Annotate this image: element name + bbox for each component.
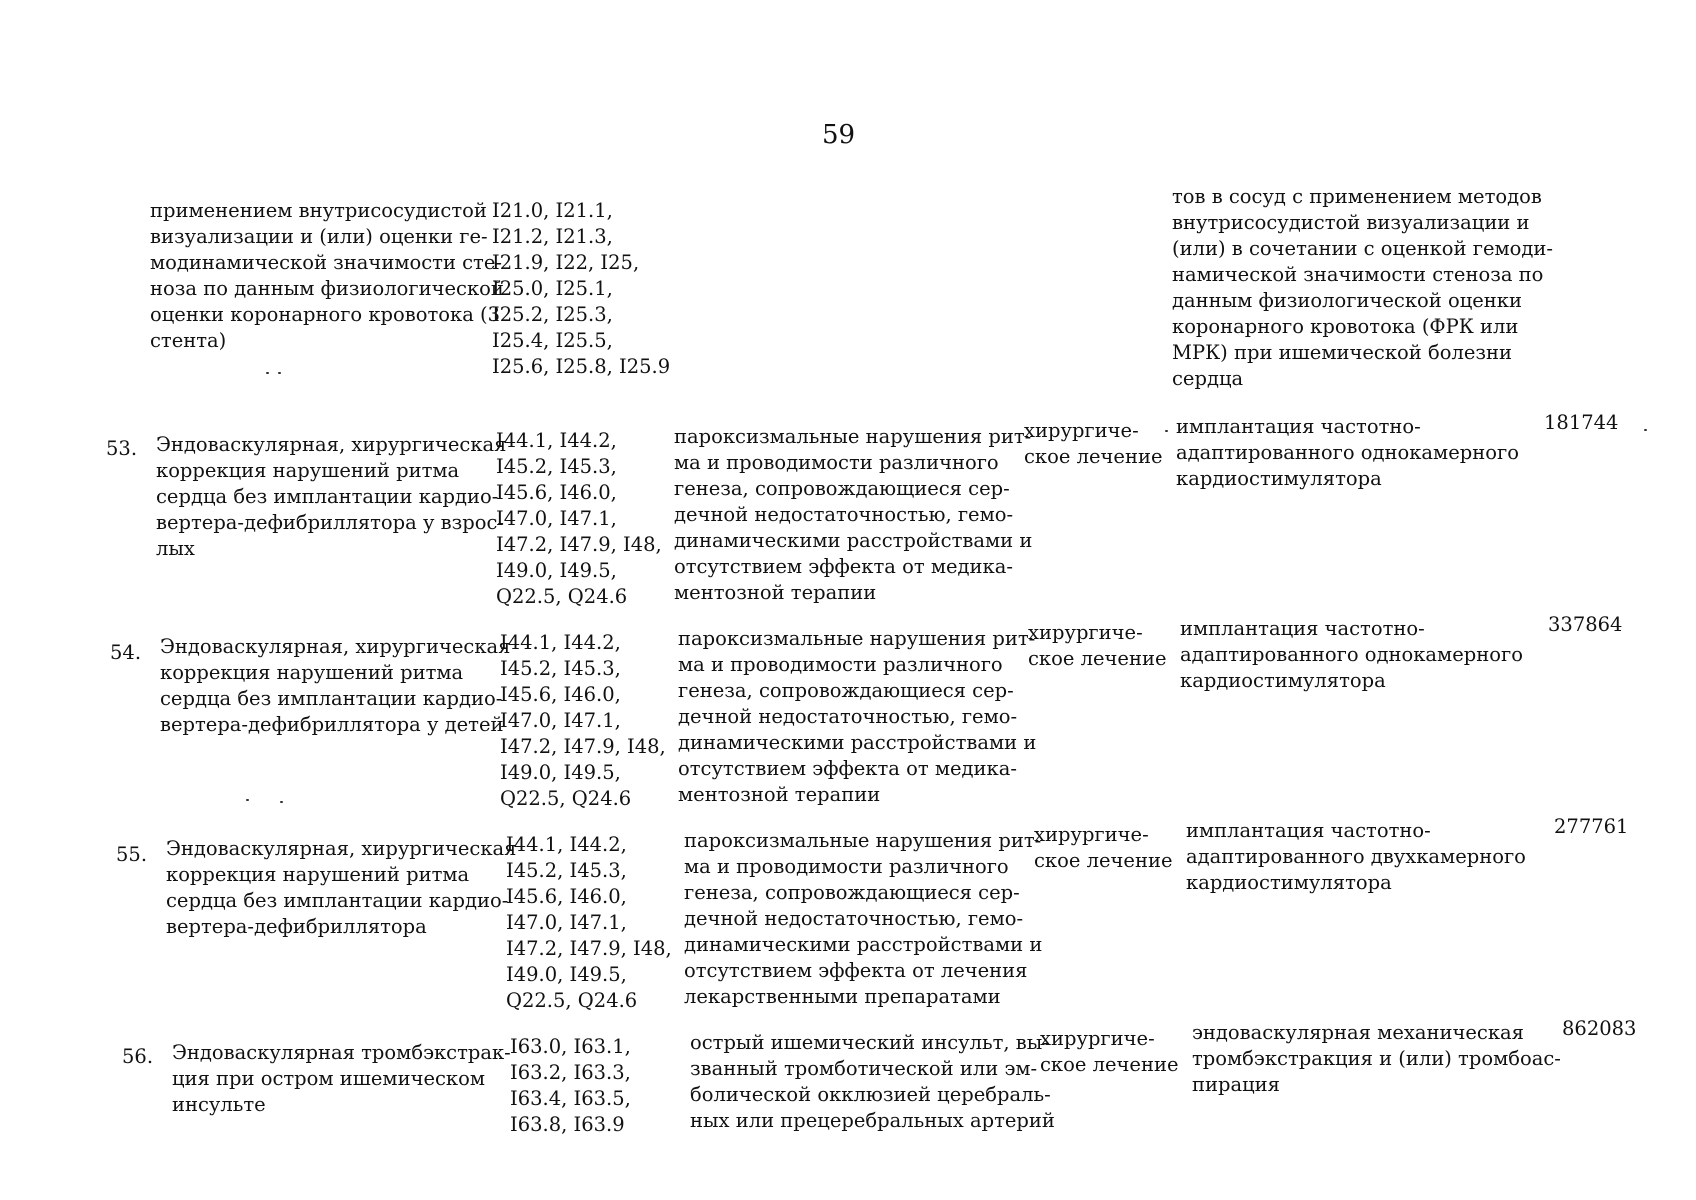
text-line: I47.2, I47.9, I48,	[496, 533, 662, 556]
text-line: I47.0, I47.1,	[496, 507, 617, 530]
text-line: пароксизмальные нарушения рит-	[678, 627, 1036, 650]
text-line: I49.0, I49.5,	[500, 761, 621, 784]
row-name	[156, 432, 506, 562]
text-line: I63.2, I63.3,	[510, 1061, 631, 1084]
text-line: I45.6, I46.0,	[496, 481, 617, 504]
text-line: пароксизмальные нарушения рит-	[674, 425, 1032, 448]
text-line: эндоваскулярная механическая	[1192, 1021, 1524, 1044]
text-line: отсутствием эффекта от медика-	[678, 757, 1017, 780]
row-codes	[500, 630, 666, 812]
row-name	[166, 836, 516, 940]
text-line: I45.6, I46.0,	[506, 885, 627, 908]
row-method	[1180, 616, 1523, 694]
text-line: Q22.5, Q24.6	[496, 585, 628, 608]
text-line: применением внутрисосудистой	[150, 199, 487, 222]
text-line: кардиостимулятора	[1180, 669, 1386, 692]
page-number: 59	[822, 120, 856, 150]
text-line: I47.0, I47.1,	[500, 709, 621, 732]
row-cost: 181744	[1544, 411, 1619, 434]
row-number: 53.	[106, 437, 138, 460]
text-line: коррекция нарушений ритма	[160, 661, 464, 684]
text-line: I49.0, I49.5,	[506, 963, 627, 986]
text-line: данным физиологической оценки	[1172, 289, 1522, 312]
text-line: I44.1, I44.2,	[500, 631, 621, 654]
text-line: ментозной терапии	[678, 783, 881, 806]
row-cost: 862083	[1562, 1017, 1637, 1040]
text-line: оценки коронарного кровотока (3	[150, 303, 501, 326]
text-line: Q22.5, Q24.6	[500, 787, 632, 810]
row-cost: 337864	[1548, 613, 1623, 636]
row-treatment	[1034, 822, 1172, 874]
text-line: I45.2, I45.3,	[496, 455, 617, 478]
text-line: I47.2, I47.9, I48,	[500, 735, 666, 758]
text-line: кардиостимулятора	[1186, 871, 1392, 894]
text-line: Эндоваскулярная, хирургическая	[160, 635, 511, 658]
text-line: I25.4, I25.5,	[492, 329, 613, 352]
text-line: пирация	[1192, 1073, 1280, 1096]
text-line: вертера-дефибриллятора	[166, 915, 427, 938]
text-line: I49.0, I49.5,	[496, 559, 617, 582]
row-model	[690, 1030, 1055, 1134]
text-line: ское лечение	[1028, 647, 1167, 670]
row-treatment	[1028, 620, 1166, 672]
text-line: МРК) при ишемической болезни	[1172, 341, 1513, 364]
text-line: Эндоваскулярная, хирургическая	[166, 837, 517, 860]
text-line: тромбэкстракция и (или) тромбоас-	[1192, 1047, 1561, 1070]
text-line: ных или прецеребральных артерий	[690, 1109, 1055, 1132]
text-line: хирургиче-	[1028, 621, 1143, 644]
text-line: дечной недостаточностью, гемо-	[674, 503, 1014, 526]
text-line: хирургиче-	[1034, 823, 1149, 846]
text-line: имплантация частотно-	[1176, 415, 1421, 438]
row-number: 54.	[110, 641, 142, 664]
text-line: стента)	[150, 329, 227, 352]
text-line: ма и проводимости различного	[674, 451, 999, 474]
text-line: генеза, сопровождающиеся сер-	[678, 679, 1014, 702]
scan-speck	[278, 372, 281, 374]
text-line: званный тромботической или эм-	[690, 1057, 1038, 1080]
text-line: хирургиче-	[1040, 1027, 1155, 1050]
text-line: ноза по данным физиологической	[150, 277, 504, 300]
scan-speck	[246, 799, 249, 801]
text-line: лых	[156, 537, 195, 560]
text-line: кардиостимулятора	[1176, 467, 1382, 490]
text-line: коронарного кровотока (ФРК или	[1172, 315, 1519, 338]
row-model	[678, 626, 1036, 808]
text-line: острый ишемический инсульт, вы-	[690, 1031, 1049, 1054]
text-line: имплантация частотно-	[1186, 819, 1431, 842]
text-line: сердца	[1172, 367, 1244, 390]
row-treatment	[1024, 418, 1162, 470]
continuation-codes	[492, 198, 670, 380]
text-line: внутрисосудистой визуализации и	[1172, 211, 1530, 234]
text-line: сердца без имплантации кардио-	[166, 889, 509, 912]
text-line: отсутствием эффекта от лечения	[684, 959, 1028, 982]
text-line: I63.8, I63.9	[510, 1113, 625, 1136]
row-codes	[496, 428, 662, 610]
text-line: инсульте	[172, 1093, 266, 1116]
text-line: ма и проводимости различного	[684, 855, 1009, 878]
scan-speck	[266, 372, 269, 374]
text-line: I47.2, I47.9, I48,	[506, 937, 672, 960]
text-line: сердца без имплантации кардио-	[160, 687, 503, 710]
text-line: адаптированного однокамерного	[1180, 643, 1523, 666]
text-line: коррекция нарушений ритма	[166, 863, 470, 886]
text-line: болической окклюзией церебраль-	[690, 1083, 1051, 1106]
text-line: Q22.5, Q24.6	[506, 989, 638, 1012]
text-line: ма и проводимости различного	[678, 653, 1003, 676]
text-line: I25.2, I25.3,	[492, 303, 613, 326]
continuation-name	[150, 198, 504, 354]
text-line: генеза, сопровождающиеся сер-	[684, 881, 1020, 904]
row-number: 55.	[116, 843, 148, 866]
text-line: динамическими расстройствами и	[678, 731, 1037, 754]
scan-speck	[1644, 429, 1647, 431]
row-method	[1186, 818, 1526, 896]
text-line: I21.2, I21.3,	[492, 225, 613, 248]
row-model	[684, 828, 1042, 1010]
text-line: I47.0, I47.1,	[506, 911, 627, 934]
text-line: лекарственными препаратами	[684, 985, 1001, 1008]
text-line: пароксизмальные нарушения рит-	[684, 829, 1042, 852]
text-line: динамическими расстройствами и	[674, 529, 1033, 552]
text-line: I63.4, I63.5,	[510, 1087, 631, 1110]
text-line: динамическими расстройствами и	[684, 933, 1043, 956]
text-line: вертера-дефибриллятора у взрос-	[156, 511, 504, 534]
text-line: Эндоваскулярная, хирургическая	[156, 433, 507, 456]
text-line: I25.0, I25.1,	[492, 277, 613, 300]
text-line: дечной недостаточностью, гемо-	[678, 705, 1018, 728]
row-treatment	[1040, 1026, 1178, 1078]
text-line: ское лечение	[1024, 445, 1163, 468]
row-codes	[506, 832, 672, 1014]
text-line: I25.6, I25.8, I25.9	[492, 355, 671, 378]
text-line: дечной недостаточностью, гемо-	[684, 907, 1024, 930]
text-line: ция при остром ишемическом	[172, 1067, 486, 1090]
text-line: I44.1, I44.2,	[506, 833, 627, 856]
text-line: визуализации и (или) оценки ге-	[150, 225, 488, 248]
text-line: сердца без имплантации кардио-	[156, 485, 499, 508]
text-line: I63.0, I63.1,	[510, 1035, 631, 1058]
text-line: I21.9, I22, I25,	[492, 251, 640, 274]
text-line: имплантация частотно-	[1180, 617, 1425, 640]
text-line: генеза, сопровождающиеся сер-	[674, 477, 1010, 500]
text-line: Эндоваскулярная тромбэкстрак-	[172, 1041, 511, 1064]
text-line: ское лечение	[1040, 1053, 1179, 1076]
text-line: отсутствием эффекта от медика-	[674, 555, 1013, 578]
row-name	[160, 634, 510, 738]
scan-speck	[280, 801, 283, 803]
text-line: ментозной терапии	[674, 581, 877, 604]
row-method	[1176, 414, 1519, 492]
text-line: хирургиче-	[1024, 419, 1139, 442]
text-line: модинамической значимости сте-	[150, 251, 502, 274]
text-line: вертера-дефибриллятора у детей	[160, 713, 504, 736]
row-codes	[510, 1034, 631, 1138]
text-line: I45.2, I45.3,	[500, 657, 621, 680]
scan-speck	[1165, 430, 1168, 432]
text-line: намической значимости стеноза по	[1172, 263, 1544, 286]
text-line: адаптированного однокамерного	[1176, 441, 1519, 464]
text-line: I45.2, I45.3,	[506, 859, 627, 882]
row-name	[172, 1040, 511, 1118]
text-line: (или) в сочетании с оценкой гемоди-	[1172, 237, 1553, 260]
text-line: I21.0, I21.1,	[492, 199, 613, 222]
row-model	[674, 424, 1032, 606]
text-line: ское лечение	[1034, 849, 1173, 872]
row-cost: 277761	[1554, 815, 1629, 838]
text-line: коррекция нарушений ритма	[156, 459, 460, 482]
text-line: I45.6, I46.0,	[500, 683, 621, 706]
row-method	[1192, 1020, 1561, 1098]
row-number: 56.	[122, 1045, 154, 1068]
text-line: адаптированного двухкамерного	[1186, 845, 1526, 868]
continuation-method	[1172, 184, 1553, 392]
text-line: тов в сосуд с применением методов	[1172, 185, 1542, 208]
text-line: I44.1, I44.2,	[496, 429, 617, 452]
